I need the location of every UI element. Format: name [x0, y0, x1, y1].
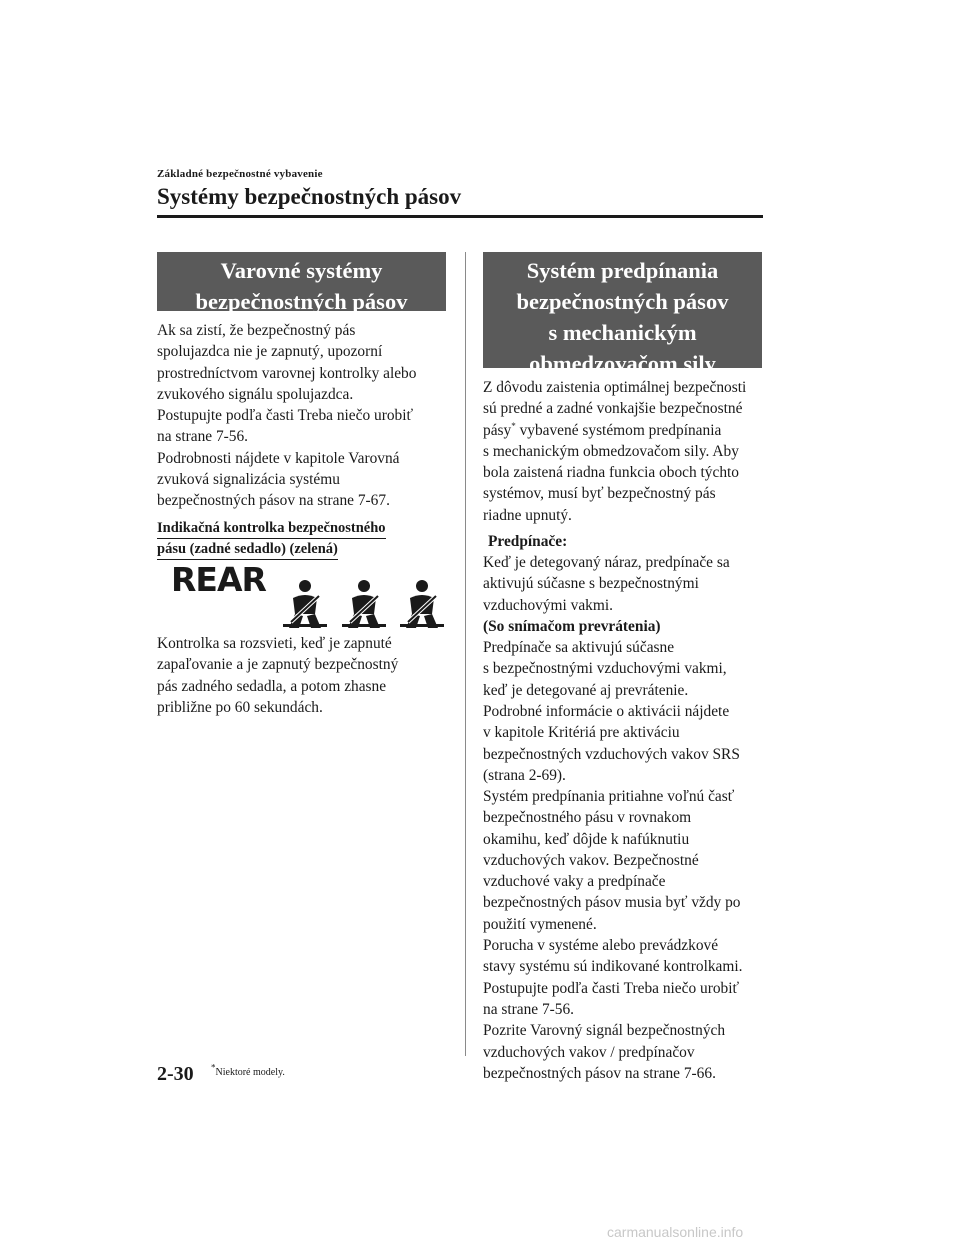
text-line: Predpínače sa aktivujú súčasne [483, 639, 675, 657]
text-line: keď je detegované aj prevrátenie. [483, 681, 689, 699]
text-line: vzduchovými vakmi. [483, 596, 613, 614]
text-fragment: vybavené systémom predpínania [515, 421, 722, 439]
banner-line: bezpečnostných pásov [516, 289, 729, 314]
text-line: Pozrite Varovný signál bezpečnostných [483, 1022, 726, 1040]
text-line: Z dôvodu zaistenia optimálnej bezpečnosti [483, 379, 747, 396]
text-fragment: pásy [483, 421, 512, 439]
banner-line: obmedzovačom sily [529, 351, 716, 376]
pretensioners-heading: Predpínače: [488, 533, 568, 550]
section-kicker: Základné bezpečnostné vybavenie [157, 168, 323, 180]
footnote-text: Niektoré modely. [215, 1067, 285, 1078]
text-line: prostredníctvom varovnej kontrolky alebo [157, 364, 417, 382]
indicator-paragraph [157, 633, 398, 718]
banner-pretensioner-system [483, 252, 762, 376]
text-line: Ak sa zistí, že bezpečnostný pás [157, 322, 356, 339]
text-line: Keď je detegovaný náraz, predpínače sa [483, 554, 730, 571]
text-line: riadne upnutý. [483, 506, 572, 524]
text-line: sú predné a zadné vonkajšie bezpečnostné [483, 400, 743, 418]
text-line: stavy systému sú indikované kontrolkami. [483, 958, 743, 976]
column-divider [465, 252, 466, 1056]
footnote-marker: * [211, 1062, 216, 1073]
system-paragraph [483, 786, 742, 1084]
text-line: v kapitole Kritériá pre aktiváciu [483, 724, 680, 742]
text-line: zapaľovanie a je zapnutý bezpečnostný [157, 656, 399, 674]
text-line: použití vymenené. [483, 915, 597, 933]
text-line: vzduchových vakov. Bezpečnostné [483, 851, 699, 869]
text-line: systémov, musí byť bezpečnostný pás [483, 485, 716, 503]
text-line: približne po 60 sekundách. [157, 698, 323, 716]
banner-line: Systém predpínania [526, 258, 719, 283]
watermark: carmanualsonline.info [607, 1224, 744, 1240]
text-line: bezpečnostných vzduchových vakov SRS [483, 745, 740, 763]
text-line: s mechanickým obmedzovačom sily. Aby [483, 442, 739, 460]
seatbelt-icon [338, 578, 390, 630]
text-line: bezpečnostného pásu v rovnakom [483, 809, 692, 827]
text-line: okamihu, keď dôjde k nafúknutiu [483, 830, 690, 848]
text-line: bezpečnostných pásov na strane 7-66. [483, 1064, 716, 1082]
text-line: spolujazdca nie je zapnutý, upozorní [157, 343, 383, 361]
pretensioners-paragraph [483, 552, 740, 786]
text-line: (strana 2-69). [483, 766, 566, 784]
text-line [483, 420, 746, 441]
rollover-heading: (So snímačom prevrátenia) [483, 617, 661, 635]
header-rule [157, 215, 763, 218]
text-line: Postupujte podľa časti Treba niečo urobiť [483, 979, 740, 997]
subheading-line: Indikačná kontrolka bezpečnostného [157, 518, 386, 539]
text-line: Podrobnosti nájdete v kapitole Varovná [157, 449, 400, 467]
banner-line: s mechanickým [548, 320, 697, 345]
footnote [211, 1062, 285, 1078]
text-line: Porucha v systéme alebo prevádzkové [483, 937, 719, 955]
page-title: Systémy bezpečnostných pásov [157, 184, 462, 209]
banner-seatbelt-warning [157, 252, 446, 314]
text-line: Postupujte podľa časti Treba niečo urobiť [157, 407, 414, 425]
subheading-line: pásu (zadné sedadlo) (zelená) [157, 539, 338, 560]
text-line: na strane 7-56. [157, 428, 249, 446]
banner-line: Varovné systémy [220, 258, 383, 283]
text-line: vzduchových vakov / predpínačov [483, 1043, 695, 1061]
footnote-marker: * [511, 420, 516, 431]
text-line: bezpečnostných pásov na strane 7-67. [157, 492, 390, 510]
text-line: zvuková signalizácia systému [157, 471, 340, 489]
rear-indicator-label: REAR [171, 560, 266, 599]
text-line: vzduchové vaky a predpínače [483, 873, 666, 891]
text-line: bezpečnostných pásov musia byť vždy po [483, 894, 741, 912]
text-line: zvukového signálu spolujazdca. [157, 385, 354, 403]
seatbelt-icon [279, 578, 331, 630]
text-line: Systém predpínania pritiahne voľnú časť [483, 788, 735, 805]
text-line: bola zaistená riadna funkcia oboch týchto [483, 464, 739, 482]
indicator-subheading [157, 518, 386, 560]
warning-paragraph [157, 320, 416, 512]
banner-line: bezpečnostných pásov [195, 289, 408, 314]
text-line: na strane 7-56. [483, 1000, 575, 1018]
page-number: 2-30 [157, 1063, 194, 1085]
text-line: Podrobné informácie o aktivácii nájdete [483, 703, 730, 721]
text-line: pás zadného sedadla, a potom zhasne [157, 677, 387, 695]
text-line: aktivujú súčasne s bezpečnostnými [483, 575, 699, 593]
intro-paragraph [483, 377, 746, 526]
text-line: Kontrolka sa rozsvieti, keď je zapnuté [157, 635, 392, 652]
seatbelt-icon [396, 578, 448, 630]
text-line: s bezpečnostnými vzduchovými vakmi, [483, 660, 727, 678]
